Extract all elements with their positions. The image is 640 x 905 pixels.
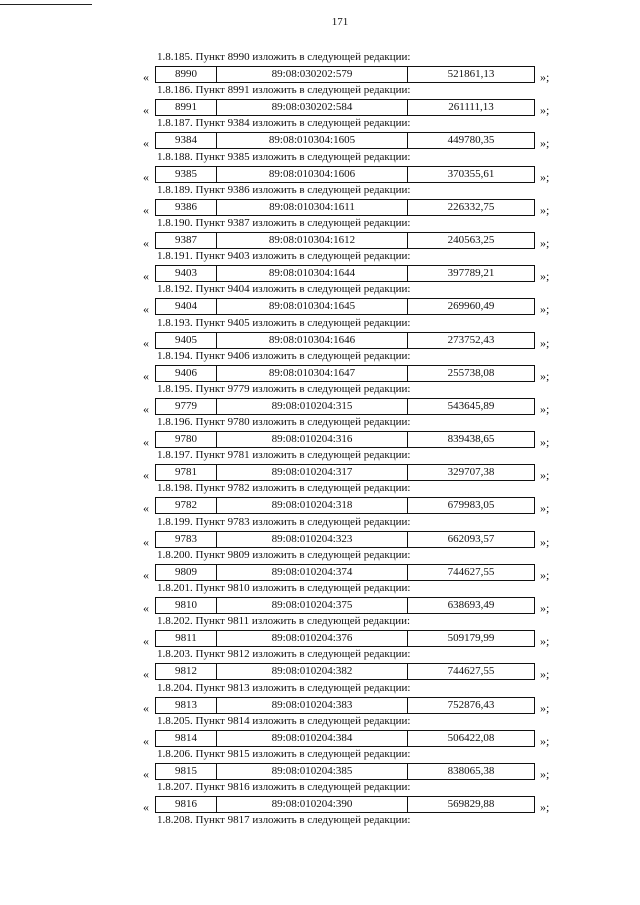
amendment-heading: 1.8.185. Пункт 8990 изложить в следующей редакции: — [157, 51, 411, 63]
cadastral-number-cell: 89:08:010204:317 — [217, 465, 408, 480]
value-cell: 679983,05 — [447, 499, 495, 512]
amendment-heading: 1.8.204. Пункт 9813 изложить в следующей редакции: — [157, 681, 411, 694]
table-row — [155, 431, 535, 448]
cadastral-number-cell: 89:08:010204:385 — [217, 764, 408, 779]
close-quote: »; — [540, 700, 550, 715]
value-cell: 543645,89 — [447, 399, 495, 412]
table-row — [155, 265, 535, 282]
close-quote: »; — [540, 667, 550, 682]
table-row — [155, 796, 535, 813]
amendment-entry — [0, 448, 640, 481]
open-quote: « — [143, 468, 149, 483]
open-quote: « — [143, 103, 149, 118]
amendment-entry — [0, 581, 640, 614]
amendment-heading: 1.8.193. Пункт 9405 изложить в следующей редакции: — [157, 316, 411, 329]
value-cell: 370355,61 — [447, 167, 495, 180]
amendment-entry — [0, 83, 640, 116]
item-number-cell: 9810 — [156, 598, 217, 613]
cadastral-number-cell: 89:08:010304:1612 — [217, 233, 408, 248]
cadastral-number-cell: 89:08:010304:1605 — [217, 133, 408, 148]
item-number-cell: 9783 — [156, 532, 217, 547]
close-quote: »; — [540, 202, 550, 217]
close-quote: »; — [540, 468, 550, 483]
table-row — [155, 630, 535, 647]
value-cell: 255738,08 — [447, 366, 495, 379]
table-row — [155, 66, 535, 83]
item-number-cell: 9812 — [156, 664, 217, 679]
close-quote: »; — [540, 501, 550, 516]
cadastral-number-cell: 89:08:010304:1611 — [217, 200, 408, 215]
cadastral-number-cell: 89:08:010204:376 — [217, 631, 408, 646]
table-row — [155, 199, 535, 216]
open-quote: « — [143, 202, 149, 217]
close-quote: »; — [540, 601, 550, 615]
amendment-heading: 1.8.195. Пункт 9779 изложить в следующей редакции: — [157, 382, 411, 395]
item-number-cell: 9384 — [156, 133, 217, 148]
amendment-heading: 1.8.202. Пункт 9811 изложить в следующей редакции: — [157, 615, 411, 628]
close-quote: »; — [540, 435, 550, 450]
open-quote: « — [143, 169, 149, 184]
cadastral-number-cell: 89:08:010204:374 — [217, 565, 408, 580]
item-number-cell: 9385 — [156, 167, 217, 182]
amendment-heading: 1.8.186. Пункт 8991 изложить в следующей редакции: — [157, 84, 411, 97]
amendment-entry — [0, 548, 640, 581]
value-cell: 449780,35 — [447, 134, 495, 147]
amendment-entry — [0, 714, 640, 747]
amendment-entry — [0, 415, 640, 448]
close-quote: »; — [540, 169, 550, 184]
table-row — [155, 398, 535, 415]
amendment-entry — [0, 150, 640, 183]
close-quote: »; — [540, 567, 550, 582]
amendment-heading: 1.8.190. Пункт 9387 изложить в следующей редакции: — [157, 216, 411, 229]
item-number-cell: 9404 — [156, 299, 217, 314]
cadastral-number-cell: 89:08:010204:383 — [217, 698, 408, 713]
table-row — [155, 663, 535, 680]
open-quote: « — [143, 501, 149, 516]
open-quote: « — [143, 733, 149, 748]
table-row — [155, 365, 535, 382]
amendment-entry — [0, 481, 640, 514]
item-number-cell: 8991 — [156, 100, 217, 115]
value-cell: 638693,49 — [447, 599, 495, 611]
value-cell: 569829,88 — [447, 798, 495, 811]
table-row — [155, 332, 535, 349]
value-cell: 744627,55 — [447, 565, 495, 578]
open-quote: « — [143, 567, 149, 582]
amendment-heading: 1.8.194. Пункт 9406 изложить в следующей редакции: — [157, 349, 411, 362]
open-quote: « — [143, 634, 149, 649]
amendment-heading: 1.8.207. Пункт 9816 изложить в следующей редакции: — [157, 781, 411, 794]
table-row — [155, 298, 535, 315]
cadastral-number-cell: 89:08:010204:315 — [217, 399, 408, 414]
table-row — [155, 730, 535, 747]
item-number-cell: 9779 — [156, 399, 217, 414]
open-quote: « — [143, 70, 149, 84]
cadastral-number-cell: 89:08:010204:318 — [217, 498, 408, 513]
cadastral-number-cell: 89:08:010304:1647 — [217, 366, 408, 381]
close-quote: »; — [540, 634, 550, 649]
close-quote: »; — [540, 733, 550, 748]
amendment-heading: 1.8.187. Пункт 9384 изложить в следующей редакции: — [157, 117, 411, 130]
item-number-cell: 9781 — [156, 465, 217, 480]
close-quote: »; — [540, 800, 550, 815]
amendment-heading: 1.8.206. Пункт 9815 изложить в следующей редакции: — [157, 747, 411, 760]
item-number-cell: 9387 — [156, 233, 217, 248]
amendment-heading: 1.8.197. Пункт 9781 изложить в следующей редакции: — [157, 449, 411, 462]
open-quote: « — [143, 269, 149, 284]
open-quote: « — [143, 800, 149, 815]
close-quote: »; — [540, 70, 550, 84]
table-row — [155, 132, 535, 149]
table-row — [155, 464, 535, 481]
cadastral-number-cell: 89:08:010304:1646 — [217, 333, 408, 348]
open-quote: « — [143, 700, 149, 715]
cadastral-number-cell: 89:08:010204:323 — [217, 532, 408, 547]
item-number-cell: 9816 — [156, 797, 217, 812]
value-cell: 839438,65 — [447, 433, 495, 446]
value-cell: 329707,38 — [447, 466, 495, 479]
amendment-heading: 1.8.189. Пункт 9386 изложить в следующей редакции: — [157, 183, 411, 196]
amendment-entry — [0, 747, 640, 780]
table-row — [155, 497, 535, 514]
table-row — [155, 232, 535, 249]
cadastral-number-cell: 89:08:010304:1644 — [217, 266, 408, 281]
open-quote: « — [143, 401, 149, 416]
amendment-entry — [0, 614, 640, 647]
amendment-heading: 1.8.191. Пункт 9403 изложить в следующей редакции: — [157, 250, 411, 263]
item-number-cell: 9809 — [156, 565, 217, 580]
open-quote: « — [143, 766, 149, 781]
amendment-list — [0, 50, 640, 847]
close-quote: »; — [540, 534, 550, 549]
item-number-cell: 9406 — [156, 366, 217, 381]
item-number-cell: 9815 — [156, 764, 217, 779]
close-quote: »; — [540, 235, 550, 250]
cadastral-number-cell: 89:08:010204:382 — [217, 664, 408, 679]
open-quote: « — [143, 534, 149, 549]
close-quote: »; — [540, 401, 550, 416]
amendment-entry — [0, 282, 640, 315]
amendment-entry — [0, 50, 640, 83]
value-cell: 261111,13 — [448, 101, 494, 114]
value-cell: 273752,43 — [447, 333, 495, 346]
cadastral-number-cell: 89:08:010304:1606 — [217, 167, 408, 182]
amendment-entry — [0, 681, 640, 714]
item-number-cell: 9405 — [156, 333, 217, 348]
open-quote: « — [143, 302, 149, 317]
amendment-heading: 1.8.192. Пункт 9404 изложить в следующей редакции: — [157, 283, 411, 296]
amendment-entry — [0, 216, 640, 249]
value-cell: 752876,43 — [447, 698, 495, 711]
table-row — [155, 697, 535, 714]
table-row — [155, 564, 535, 581]
item-number-cell: 9780 — [156, 432, 217, 447]
value-cell: 838065,38 — [447, 764, 495, 777]
cadastral-number-cell: 89:08:030202:579 — [217, 67, 408, 82]
cadastral-number-cell: 89:08:010204:316 — [217, 432, 408, 447]
value-cell: 662093,57 — [447, 532, 495, 545]
item-number-cell: 9403 — [156, 266, 217, 281]
amendment-heading: 1.8.201. Пункт 9810 изложить в следующей редакции: — [157, 582, 411, 594]
amendment-entry — [0, 249, 640, 282]
table-row — [155, 531, 535, 548]
cadastral-number-cell: 89:08:010304:1645 — [217, 299, 408, 314]
amendment-heading: 1.8.208. Пункт 9817 изложить в следующей редакции: — [157, 814, 411, 827]
close-quote: »; — [540, 136, 550, 151]
amendment-heading: 1.8.188. Пункт 9385 изложить в следующей редакции: — [157, 150, 411, 163]
open-quote: « — [143, 235, 149, 250]
amendment-entry — [0, 116, 640, 149]
amendment-heading: 1.8.199. Пункт 9783 изложить в следующей редакции: — [157, 515, 411, 528]
cadastral-number-cell: 89:08:010204:384 — [217, 731, 408, 746]
close-quote: »; — [540, 335, 550, 350]
open-quote: « — [143, 435, 149, 450]
amendment-heading: 1.8.196. Пункт 9780 изложить в следующей редакции: — [157, 416, 411, 429]
close-quote: »; — [540, 302, 550, 317]
item-number-cell: 8990 — [156, 67, 217, 82]
close-quote: »; — [540, 269, 550, 284]
amendment-entry — [0, 647, 640, 680]
cadastral-number-cell: 89:08:030202:584 — [217, 100, 408, 115]
open-quote: « — [143, 601, 149, 615]
open-quote: « — [143, 136, 149, 151]
table-row — [155, 763, 535, 780]
value-cell: 521861,13 — [447, 68, 495, 80]
item-number-cell: 9814 — [156, 731, 217, 746]
value-cell: 744627,55 — [447, 665, 495, 678]
open-quote: « — [143, 335, 149, 350]
open-quote: « — [143, 368, 149, 383]
final-amendment-entry — [0, 813, 640, 846]
amendment-heading: 1.8.198. Пункт 9782 изложить в следующей редакции: — [157, 482, 411, 495]
item-number-cell: 9386 — [156, 200, 217, 215]
table-row — [155, 166, 535, 183]
amendment-entry — [0, 515, 640, 548]
close-quote: »; — [540, 368, 550, 383]
amendment-heading: 1.8.200. Пункт 9809 изложить в следующей редакции: — [157, 548, 411, 561]
table-row — [155, 597, 535, 614]
value-cell: 240563,25 — [447, 233, 495, 246]
cadastral-number-cell: 89:08:010204:390 — [217, 797, 408, 812]
amendment-entry — [0, 316, 640, 349]
corner-rule — [0, 4, 92, 5]
value-cell: 226332,75 — [447, 200, 495, 213]
amendment-heading: 1.8.203. Пункт 9812 изложить в следующей редакции: — [157, 648, 411, 661]
amendment-entry — [0, 382, 640, 415]
item-number-cell: 9813 — [156, 698, 217, 713]
amendment-heading: 1.8.205. Пункт 9814 изложить в следующей редакции: — [157, 714, 411, 727]
value-cell: 397789,21 — [447, 267, 495, 280]
open-quote: « — [143, 667, 149, 682]
amendment-entry — [0, 780, 640, 813]
page-number: 171 — [331, 16, 349, 28]
amendment-entry — [0, 183, 640, 216]
table-row — [155, 99, 535, 116]
close-quote: »; — [540, 103, 550, 118]
item-number-cell: 9811 — [156, 631, 217, 646]
amendment-entry — [0, 349, 640, 382]
value-cell: 506422,08 — [447, 731, 495, 744]
cadastral-number-cell: 89:08:010204:375 — [217, 598, 408, 613]
close-quote: »; — [540, 766, 550, 781]
item-number-cell: 9782 — [156, 498, 217, 513]
value-cell: 509179,99 — [447, 632, 495, 645]
value-cell: 269960,49 — [447, 300, 495, 313]
